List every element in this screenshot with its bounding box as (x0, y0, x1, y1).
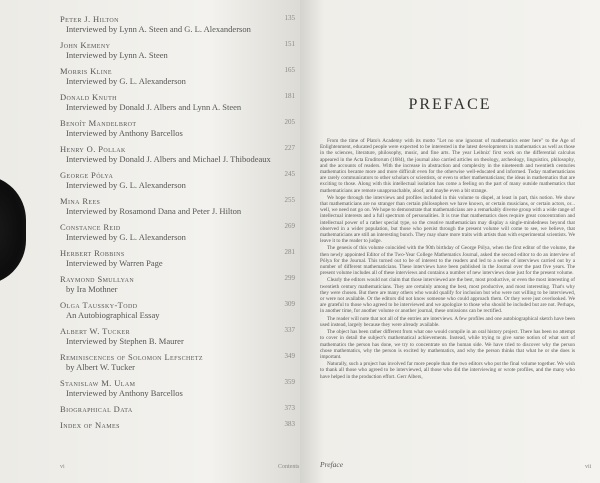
toc-entry-name: Peter J. Hilton (60, 14, 119, 24)
toc-entry-subtitle: Interviewed by Warren Page (66, 258, 163, 268)
preface-title: PREFACE (408, 96, 492, 113)
toc-entry-name: Stanislaw M. Ulam (60, 378, 136, 388)
preface-paragraph: The genesis of this volume coincided with the 90th birthday of George Pólya, when the first editor of the volume, the then newly appointed Editor of the Two-Year College Mathematics Journal, asked the second editor to do an interview of Pólya for the Journal. This turned out to be of interest to the readers and led to a series of interviews carried out by a number of different mathematicians. These interviews have been published in the Journal over the past five years. The present volume includes all of these interviews and contains a number of new interviews done just for the present volume. (320, 245, 575, 277)
toc-entry-page-number: 373 (284, 404, 295, 412)
toc-entry-subtitle: Interviewed by Donald J. Albers and Michael J. Thibodeaux (66, 154, 271, 164)
toc-entry-name: Biographical Data (60, 404, 133, 414)
toc-entry-page-number: 383 (284, 420, 295, 428)
toc-entry-page-number: 359 (284, 378, 295, 386)
toc-entry (60, 222, 295, 242)
toc-entry-page-number: 165 (284, 66, 295, 74)
preface-body (320, 138, 575, 381)
preface-paragraph: Clearly the editors would not claim that those interviewed are the best, most productive, or even the most interesting of twentieth century mathematicians. They are certainly among the best, most productive, and most interesting. That's why they were chosen. But there are many others who would qualify for inclusion but who were not willing to be interviewed, or were not available. Or the editors did not know someone who could approach them. Or they were just overlooked. We are grateful to those who agreed to be interviewed and we apologize to those who should be included but are not. Perhaps, in another time, for another volume or another journal, these omissions can be rectified. (320, 277, 575, 315)
toc-entry-page-number: 349 (284, 352, 295, 360)
toc-entry (60, 420, 295, 430)
toc-entry-subtitle: Interviewed by Rosamond Dana and Peter J. Hilton (66, 206, 242, 216)
toc-entry-name: Herbert Robbins (60, 248, 125, 258)
toc-entry-page-number: 299 (284, 274, 295, 282)
toc-entry (60, 144, 295, 164)
toc-entry-page-number: 151 (284, 40, 295, 48)
toc-entry-subtitle: Interviewed by G. L. Alexanderson (66, 180, 186, 190)
toc-entry-name: Donald Knuth (60, 92, 117, 102)
toc-entry (60, 326, 295, 346)
toc-entry-page-number: 181 (284, 92, 295, 100)
toc-entry-subtitle: Interviewed by G. L. Alexanderson (66, 76, 186, 86)
toc-entry (60, 92, 295, 112)
toc-entry-subtitle: Interviewed by G. L. Alexanderson (66, 232, 186, 242)
toc-entry-name: Albert W. Tucker (60, 326, 131, 336)
toc-entry (60, 352, 295, 372)
preface-paragraph: Naturally, such a project has involved far more people than the two editors who put the final volume together. We wish to thank all those who agreed to be interviewed, all those who did the interviewing or wrote profiles, and the many who have helped in the production effort. Gerr Albers, (320, 361, 575, 380)
toc-entry-name: John Kemeny (60, 40, 111, 50)
toc-entry (60, 118, 295, 138)
left-page-running-head: Contents (278, 464, 300, 470)
toc-entry-subtitle: Interviewed by Stephen B. Maurer (66, 336, 184, 346)
toc-entry (60, 170, 295, 190)
toc-entry (60, 14, 295, 34)
toc-entry-subtitle: An Autobiographical Essay (66, 310, 160, 320)
toc-entry-page-number: 135 (284, 14, 295, 22)
toc-entry-page-number: 205 (284, 118, 295, 126)
toc-entry (60, 274, 295, 294)
running-foot: Preface (320, 460, 344, 469)
toc-entry-name: Morris Kline (60, 66, 112, 76)
right-page-number: vii (585, 464, 592, 470)
toc-entry-subtitle: Interviewed by Anthony Barcellos (66, 128, 183, 138)
toc-entry-page-number: 269 (284, 222, 295, 230)
toc-entry-page-number: 245 (284, 170, 295, 178)
preface-paragraph: From the time of Plato's Academy with its motto "Let no one ignorant of mathematics enter here" to the Age of Enlightenment, educated people were expected to be interested in the latest developments in mathematics as well as those in the sciences, literature, philosophy, music, and fine arts. The year Leibniz' first work on the differential calculus appeared in the Acta Eruditorum (1684), the journal also carried articles on theology, archeology, linguistics, philosophy, and the accounts of readers. With the increase in abstraction and complexity in the nineteenth and twentieth centuries mathematics became more and more difficult even for the otherwise well-educated and informed. Today mathematicians are rarely communicators to other scholars or scientists, or even to other mathematicians; the ideas in mathematics that are exciting to those. Along with this intellectual isolation has come a feeling on the part of many outside mathematics that mathematicians are remote unapproachable, aloof, and maybe even a bit strange. (320, 138, 575, 194)
left-page-number: vi (60, 464, 65, 470)
toc-entry (60, 196, 295, 216)
toc-entry-subtitle: Interviewed by Lynn A. Steen and G. L. Alexanderson (66, 24, 251, 34)
toc-entry-name: Henry O. Pollak (60, 144, 126, 154)
toc-entry-name: George Pólya (60, 170, 114, 180)
toc-entry-page-number: 255 (284, 196, 295, 204)
toc-entry-subtitle: Interviewed by Anthony Barcellos (66, 388, 183, 398)
toc-entry-name: Reminiscences of Solomon Lefschetz (60, 352, 203, 362)
toc-entry-page-number: 281 (284, 248, 295, 256)
toc-entry-name: Mina Rees (60, 196, 101, 206)
preface-paragraph: We hope through the interviews and profiles included in this volume to dispel, at least in part, this notion. We show that mathematicians are no stranger than certain philosophers we have known, or certain musicians, or certain actors, or... well, we need not go on. We hope to demonstrate that mathematicians are a remarkably diverse group with a wide range of intellectual interests and a full spectrum of personalities. It is true that mathematics does require great concentration and intellectual power of a rather special type, so the creative mathematician may display a single-mindedness beyond that observed in a wider population, but those who persist through the present volume will come to see, we believe, that mathematicians are still an interesting bunch. They may share more traits with artists than with experimental scientists. We leave it to the reader to judge. (320, 194, 575, 245)
toc-entry-subtitle: Interviewed by Donald J. Albers and Lynn A. Steen (66, 102, 242, 112)
preface-paragraph: The reader will note that not all of the entries are interviews. A few profiles and one autobiographical sketch have been used instead, largely because they were already available. (320, 315, 575, 328)
toc-entry-page-number: 309 (284, 300, 295, 308)
toc-entry-name: Benoît Mandelbrot (60, 118, 137, 128)
preface-paragraph: The object has been rather different from what one would compile in an oral history project. There has been no attempt to cover in detail the subject's mathematical achievements. Instead, while trying to give some notion of what sort of mathematics the person has done, we try to concentrate on the human side. We have tried to discover why the person chose mathematics, why the person is excited by mathematics, and why the person thinks that what he or she does is important. (320, 329, 575, 360)
toc-entry (60, 404, 295, 414)
toc-entry (60, 300, 295, 320)
toc-entry-subtitle: by Albert W. Tucker (66, 362, 135, 372)
toc-entry-name: Constance Reid (60, 222, 121, 232)
toc-entry (60, 40, 295, 60)
table-of-contents (60, 14, 295, 436)
toc-entry (60, 66, 295, 86)
toc-entry-subtitle: by Ira Mothner (66, 284, 118, 294)
toc-entry-page-number: 337 (284, 326, 295, 334)
toc-entry (60, 378, 295, 398)
toc-entry (60, 248, 295, 268)
toc-entry-name: Olga Taussky-Todd (60, 300, 138, 310)
toc-entry-subtitle: Interviewed by Lynn A. Steen (66, 50, 168, 60)
toc-entry-name: Index of Names (60, 420, 120, 430)
toc-entry-page-number: 227 (284, 144, 295, 152)
toc-entry-name: Raymond Smullyan (60, 274, 135, 284)
